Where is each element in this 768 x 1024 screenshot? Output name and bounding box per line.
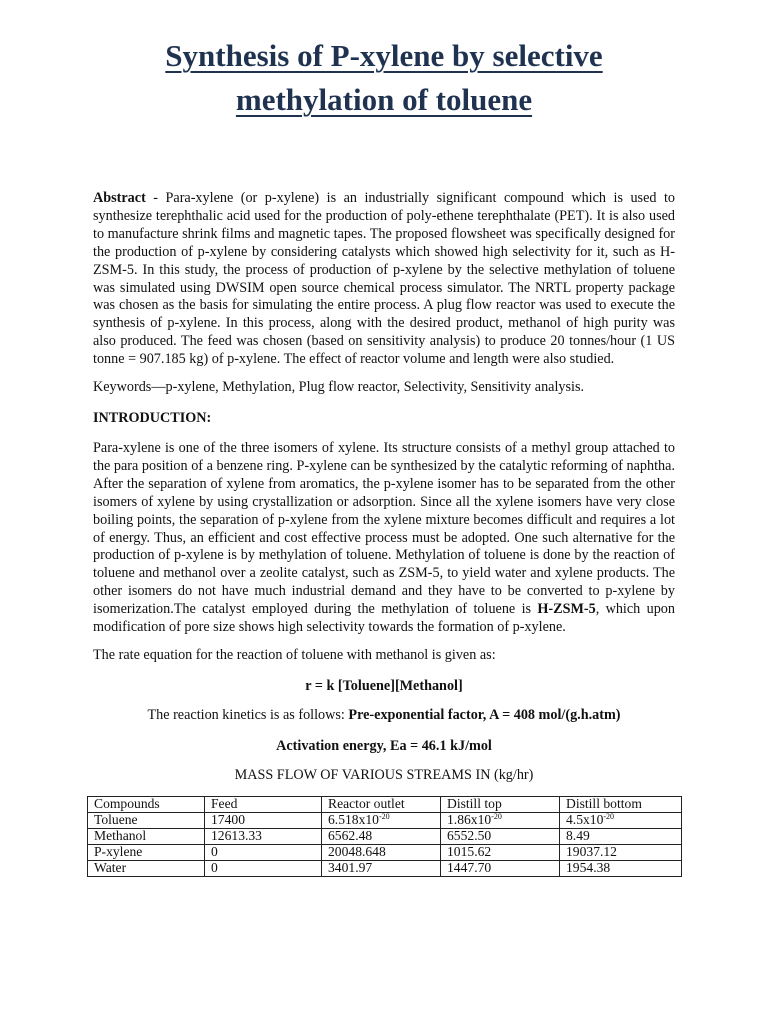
table-row bbox=[88, 813, 682, 829]
cell-distill-top: 1015.62 bbox=[441, 845, 560, 861]
title-line-1: Synthesis of P-xylene by selective bbox=[165, 38, 603, 73]
introduction-heading: INTRODUCTION: bbox=[93, 410, 212, 426]
table-row bbox=[88, 829, 682, 845]
introduction-text-1: Para-xylene is one of the three isomers of xylene. Its structure consists of a methyl group attached to the para position of a benzene ring. P-xylene can be synthesized by the catalytic reforming of naphtha. After the separation of xylene from aromatics, the p-xylene isomer has to be separated from the other isomers of xylene by using crystallization or adsorption. Since all the xylene isomers have very close boiling points, the separation of p-xylene from the xylene mixture becomes difficult and requires a lot of energy. Thus, an efficient and cost effective process must be adopted. One such alternative for the production of p-xylene is by methylation of toluene. Methylation of toluene is done by the reaction of toluene and methanol over a zeolite catalyst, such as ZSM-5, to yield water and xylene products. The other isomers do not have much industrial demand and they have to be converted to p-xylene by isomerization.The catalyst employed during the methylation of toluene is bbox=[93, 440, 675, 618]
cell-compound: Toluene bbox=[88, 813, 205, 829]
cell-feed: 0 bbox=[205, 861, 322, 877]
kinetics-line bbox=[93, 706, 675, 724]
cell-feed: 12613.33 bbox=[205, 829, 322, 845]
rate-equation: r = k [Toluene][Methanol] bbox=[305, 678, 463, 694]
keywords-line: Keywords—p-xylene, Methylation, Plug flow reactor, Selectivity, Sensitivity analysis. bbox=[93, 379, 585, 395]
abstract-label: Abstract bbox=[93, 190, 146, 206]
catalyst-name: H-ZSM-5 bbox=[537, 601, 596, 618]
cell-distill-bottom: 19037.12 bbox=[560, 845, 682, 861]
cell-distill-top: 6552.50 bbox=[441, 829, 560, 845]
cell-feed: 17400 bbox=[205, 813, 322, 829]
cell-compound: Water bbox=[88, 861, 205, 877]
cell-distill-bottom: 1954.38 bbox=[560, 861, 682, 877]
header-feed: Feed bbox=[205, 797, 322, 813]
rate-intro: The rate equation for the reaction of toluene with methanol is given as: bbox=[93, 647, 496, 663]
abstract-text: - Para-xylene (or p-xylene) is an industrially significant compound which is used to synthesize terephthalic acid used for the production of poly-ethene terephthalate (PET). It is also used to manufacture shrink films and magnetic tapes. The proposed flowsheet was specifically designed for the production of p-xylene by considering catalysts which showed high selectivity for it, such as H-ZSM-5. In this study, the process of production of p-xylene by the selective methylation of toluene was simulated using DWSIM open source chemical process simulator. The NRTL property package was chosen as the basis for simulating the entire process. A plug flow reactor was used to execute the synthesis of p-xylene. In this process, along with the desired product, methanol of high purity was also produced. The feed was chosen (based on sensitivity analysis) to produce 20 tonnes/hour (1 US tonne = 907.185 kg) of p-xylene. The effect of reactor volume and length were also studied. bbox=[93, 190, 675, 368]
kinetics-label: The reaction kinetics is as follows: bbox=[147, 707, 349, 723]
table-caption: MASS FLOW OF VARIOUS STREAMS IN (kg/hr) bbox=[234, 767, 534, 783]
header-compounds: Compounds bbox=[88, 797, 205, 813]
pre-exponential-factor: Pre-exponential factor, A = 408 mol/(g.h.atm) bbox=[348, 707, 621, 723]
cell-distill-bottom: $4.5x10^{-20}$ bbox=[560, 813, 682, 829]
cell-compound: P-xylene bbox=[88, 845, 205, 861]
table-row bbox=[88, 861, 682, 877]
cell-feed: 0 bbox=[205, 845, 322, 861]
header-distill-top: Distill top bbox=[441, 797, 560, 813]
header-distill-bottom: Distill bottom bbox=[560, 797, 682, 813]
table-row bbox=[88, 845, 682, 861]
cell-reactor-outlet: 3401.97 bbox=[322, 861, 441, 877]
cell-reactor-outlet: 6562.48 bbox=[322, 829, 441, 845]
table-header-row bbox=[88, 797, 682, 813]
activation-energy: Activation energy, Ea = 46.1 kJ/mol bbox=[276, 738, 492, 754]
mass-flow-table bbox=[87, 796, 682, 877]
title-line-2: methylation of toluene bbox=[235, 82, 533, 117]
cell-distill-top: 1447.70 bbox=[441, 861, 560, 877]
abstract-paragraph bbox=[93, 190, 675, 369]
cell-reactor-outlet: $6.518x10^{-20}$ bbox=[322, 813, 441, 829]
cell-distill-bottom: 8.49 bbox=[560, 829, 682, 845]
cell-reactor-outlet: 20048.648 bbox=[322, 845, 441, 861]
introduction-paragraph bbox=[93, 440, 675, 637]
header-reactor-outlet: Reactor outlet bbox=[322, 797, 441, 813]
paper-title bbox=[90, 34, 678, 122]
cell-compound: Methanol bbox=[88, 829, 205, 845]
cell-distill-top: $1.86x10^{-20}$ bbox=[441, 813, 560, 829]
introduction-text-2: , which upon modification of pore size shows high selectivity towards the formation of p-xylene. bbox=[93, 601, 675, 636]
